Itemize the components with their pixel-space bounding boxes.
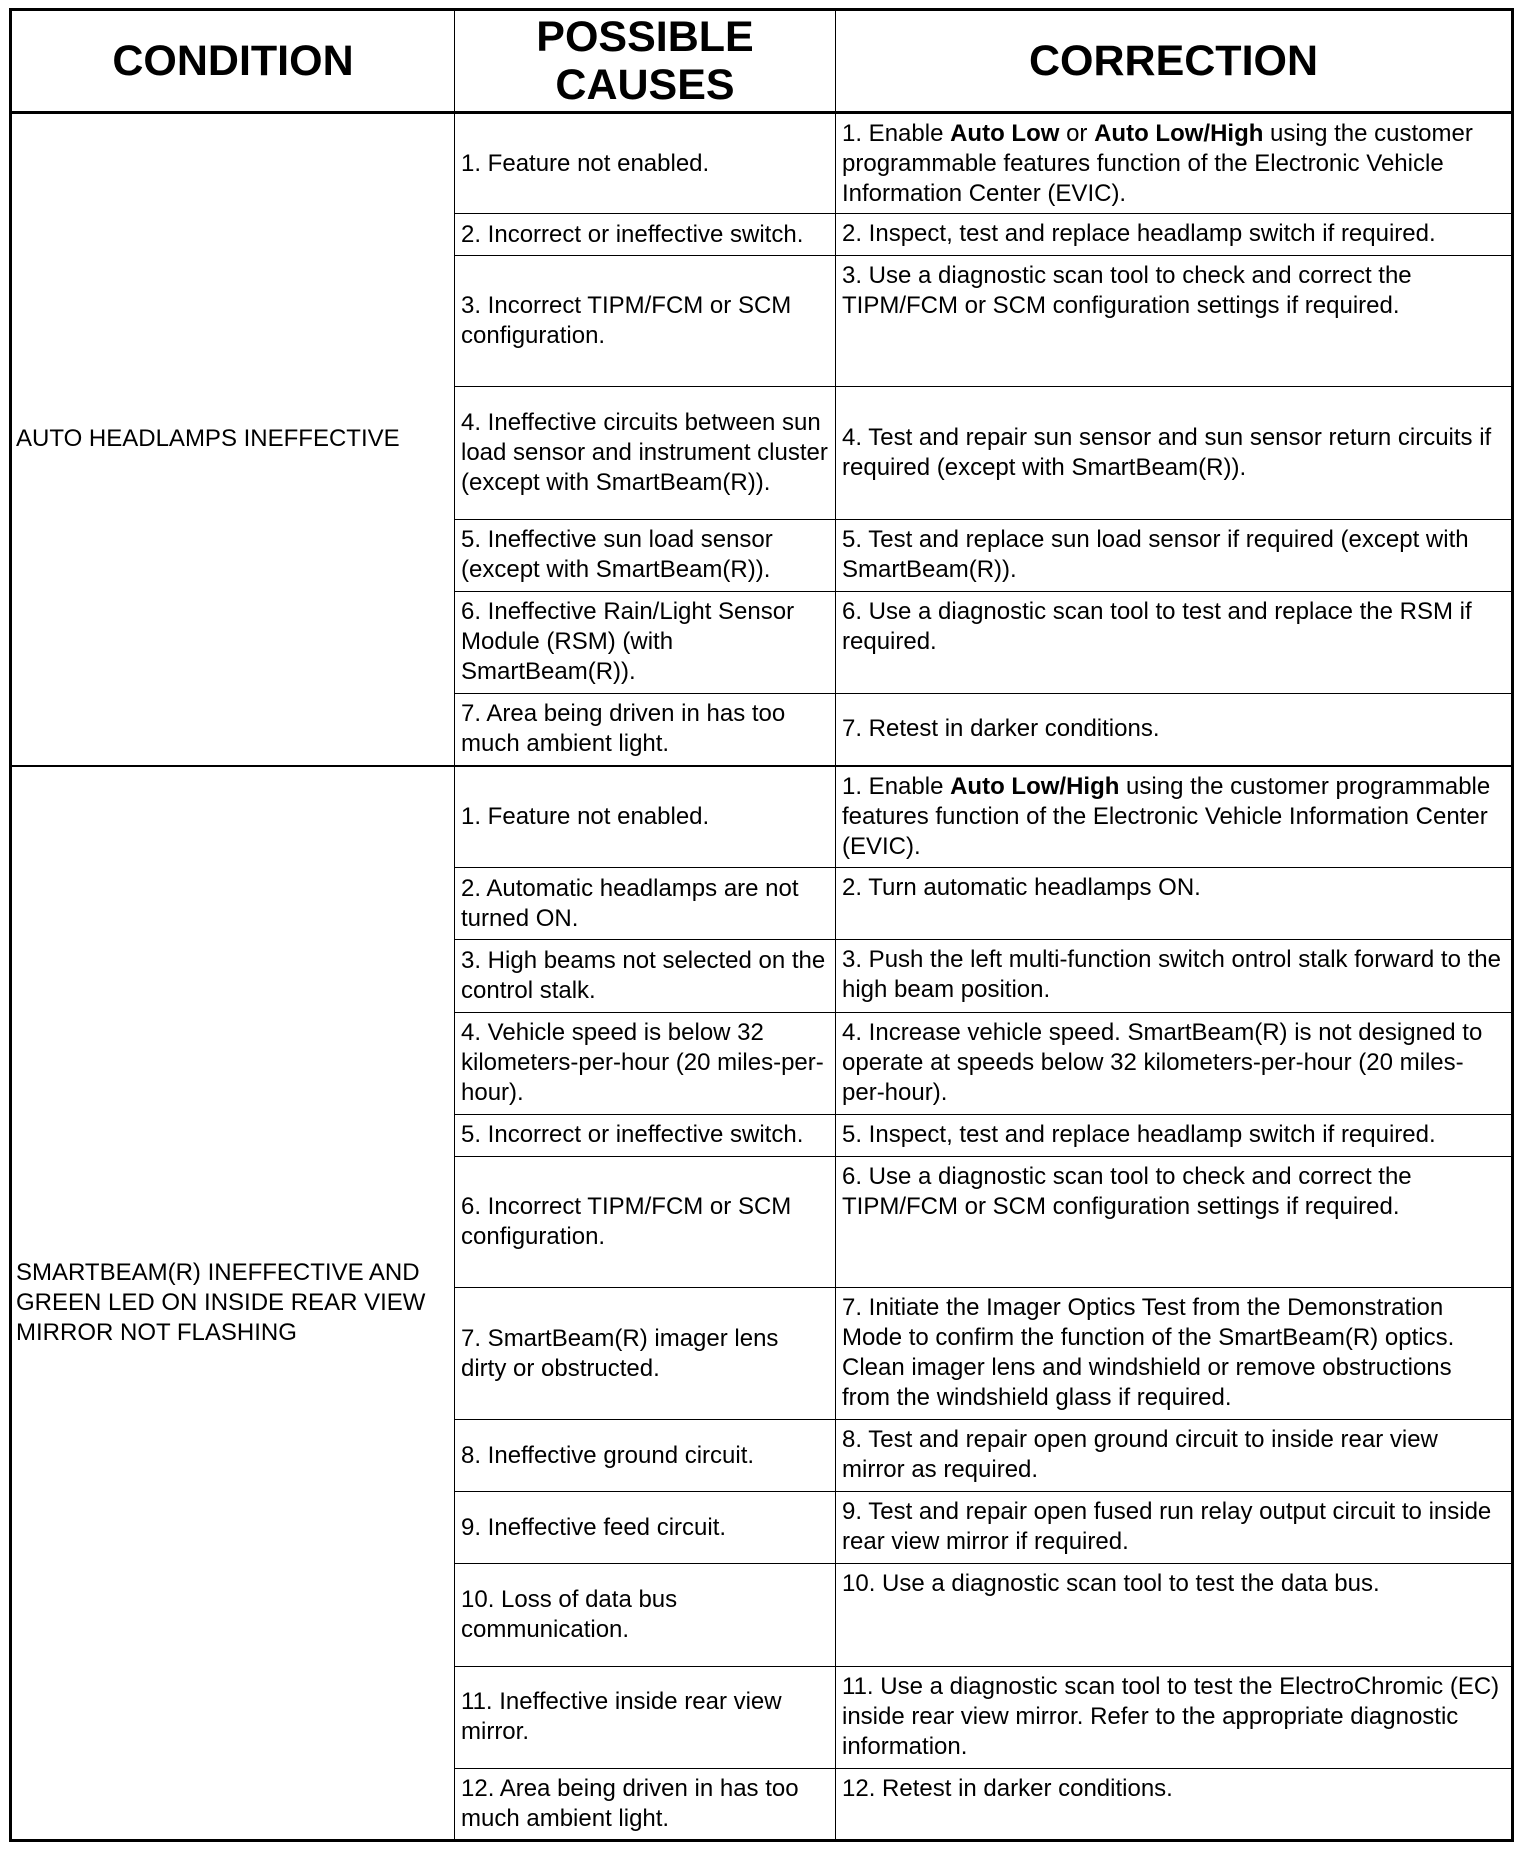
correction-text: 7. Retest in darker conditions. [842, 715, 1160, 743]
possible-cause-cell: 3. Incorrect TIPM/FCM or SCM configuration. [455, 256, 836, 387]
header-row [11, 10, 1513, 113]
correction-cell [836, 1420, 1513, 1492]
correction-text: using the customer programmable features function of the Electronic Vehicle Information Center (EVIC). [842, 772, 1491, 860]
correction-text: or [1059, 120, 1095, 147]
correction-cell [836, 1287, 1513, 1419]
condition-cell: SMARTBEAM(R) INEFFECTIVE AND GREEN LED ON INSIDE REAR VIEW MIRROR NOT FLASHING [11, 766, 455, 1841]
table-body [11, 113, 1513, 1841]
correction-text: 10. Use a diagnostic scan tool to test the data bus. [842, 1570, 1380, 1598]
correction-text: 2. Turn automatic headlamps ON. [842, 874, 1201, 902]
correction-emphasis: Auto Low/High [1094, 120, 1264, 147]
correction-text: 2. Inspect, test and replace headlamp switch if required. [842, 220, 1436, 248]
correction-text: 12. Retest in darker conditions. [842, 1774, 1173, 1802]
correction-cell [836, 868, 1513, 940]
correction-cell [836, 113, 1513, 214]
header-possible-causes: POSSIBLE CAUSES [455, 10, 836, 113]
possible-cause-cell: 12. Area being driven in has too much ambient light. [455, 1768, 836, 1840]
possible-cause-cell: 2. Incorrect or ineffective switch. [455, 214, 836, 256]
possible-cause-cell: 10. Loss of data bus communication. [455, 1564, 836, 1666]
correction-cell [836, 1492, 1513, 1564]
correction-cell [836, 693, 1513, 765]
correction-cell [836, 766, 1513, 868]
possible-cause-cell: 8. Ineffective ground circuit. [455, 1420, 836, 1492]
correction-cell [836, 1012, 1513, 1114]
correction-cell [836, 214, 1513, 256]
possible-cause-cell: 3. High beams not selected on the control stalk. [455, 940, 836, 1012]
diagnosis-table [9, 8, 1514, 1842]
correction-text: 5. Test and replace sun load sensor if required (except with SmartBeam(R)). [842, 525, 1469, 583]
correction-text: 4. Increase vehicle speed. SmartBeam(R) is not designed to operate at speeds below 32 kilometers-per-hour (20 miles-per-hour). [842, 1018, 1483, 1106]
correction-cell [836, 1666, 1513, 1768]
table-row [11, 113, 1513, 214]
correction-cell [836, 256, 1513, 387]
possible-cause-cell: 9. Ineffective feed circuit. [455, 1492, 836, 1564]
possible-cause-cell: 1. Feature not enabled. [455, 113, 836, 214]
correction-cell [836, 940, 1513, 1012]
correction-emphasis: Auto Low [950, 120, 1060, 147]
possible-cause-cell: 6. Incorrect TIPM/FCM or SCM configuration. [455, 1156, 836, 1287]
correction-cell [836, 1564, 1513, 1666]
possible-cause-cell: 5. Ineffective sun load sensor (except with SmartBeam(R)). [455, 519, 836, 591]
correction-text: 6. Use a diagnostic scan tool to check and correct the TIPM/FCM or SCM configuration settings if required. [842, 1162, 1412, 1220]
correction-cell [836, 387, 1513, 519]
header-condition: CONDITION [11, 10, 455, 113]
correction-text: using the customer programmable features function of the Electronic Vehicle Information Center (EVIC). [842, 120, 1473, 207]
possible-cause-cell: 5. Incorrect or ineffective switch. [455, 1114, 836, 1156]
correction-cell [836, 1768, 1513, 1840]
correction-text: 1. Enable [842, 120, 951, 147]
possible-cause-cell: 11. Ineffective inside rear view mirror. [455, 1666, 836, 1768]
correction-text: 3. Use a diagnostic scan tool to check and correct the TIPM/FCM or SCM configuration settings if required. [842, 262, 1412, 320]
correction-cell [836, 591, 1513, 693]
table-row [11, 766, 1513, 868]
correction-text: 9. Test and repair open fused run relay output circuit to inside rear view mirror if required. [842, 1498, 1492, 1556]
possible-cause-cell: 4. Ineffective circuits between sun load sensor and instrument cluster (except with SmartBeam(R)). [455, 387, 836, 519]
possible-cause-cell: 7. SmartBeam(R) imager lens dirty or obstructed. [455, 1287, 836, 1419]
possible-cause-cell: 1. Feature not enabled. [455, 766, 836, 868]
possible-cause-cell: 7. Area being driven in has too much ambient light. [455, 693, 836, 765]
condition-cell: AUTO HEADLAMPS INEFFECTIVE [11, 113, 455, 766]
correction-text: 8. Test and repair open ground circuit to inside rear view mirror as required. [842, 1426, 1438, 1484]
correction-text: 5. Inspect, test and replace headlamp switch if required. [842, 1120, 1436, 1148]
correction-cell [836, 519, 1513, 591]
correction-text: 4. Test and repair sun sensor and sun sensor return circuits if required (except with SmartBeam(R)). [842, 424, 1492, 482]
correction-text: 3. Push the left multi-function switch ontrol stalk forward to the high beam position. [842, 946, 1501, 1004]
correction-cell [836, 1114, 1513, 1156]
possible-cause-cell: 4. Vehicle speed is below 32 kilometers-per-hour (20 miles-per-hour). [455, 1012, 836, 1114]
correction-text: 6. Use a diagnostic scan tool to test and replace the RSM if required. [842, 597, 1472, 655]
correction-text: 1. Enable [842, 772, 951, 800]
possible-cause-cell: 6. Ineffective Rain/Light Sensor Module (RSM) (with SmartBeam(R)). [455, 591, 836, 693]
possible-cause-cell: 2. Automatic headlamps are not turned ON. [455, 868, 836, 940]
correction-text: 7. Initiate the Imager Optics Test from the Demonstration Mode to confirm the function of the SmartBeam(R) optics. Clean imager lens and windshield or remove obstructions from the windshield glass if required. [842, 1293, 1455, 1411]
correction-text: 11. Use a diagnostic scan tool to test the ElectroChromic (EC) inside rear view mirror. Refer to the appropriate diagnostic information. [842, 1672, 1500, 1760]
correction-cell [836, 1156, 1513, 1287]
correction-emphasis: Auto Low/High [950, 772, 1120, 800]
header-correction: CORRECTION [836, 10, 1513, 113]
